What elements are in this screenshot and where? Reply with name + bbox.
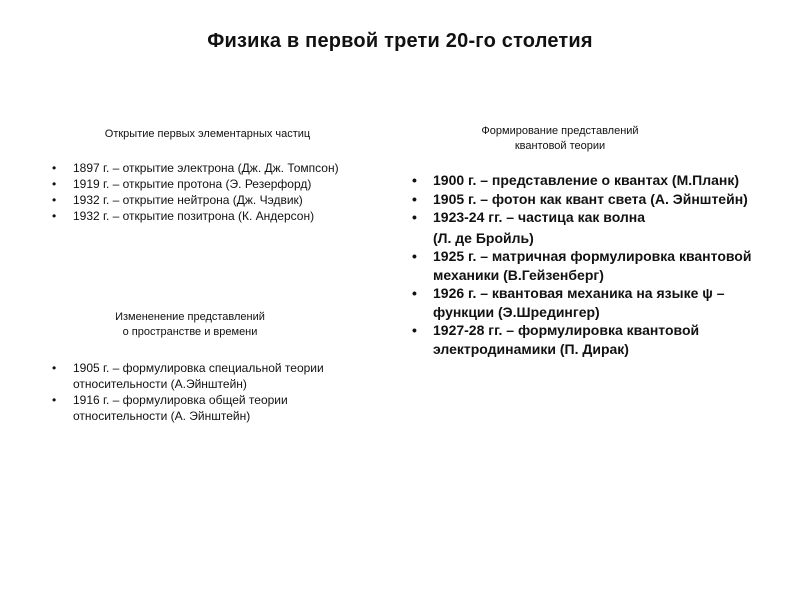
- list-item: • 1926 г. – квантовая механика на языке ψ – функции (Э.Шредингер): [412, 284, 752, 321]
- particles-list: [52, 160, 362, 224]
- list-item: • 1900 г. – представление о квантах (М.Планк): [412, 171, 752, 190]
- quantum-heading: Формирование представлений квантовой теории: [481, 125, 639, 152]
- list-item: • 1919 г. – открытие протона (Э. Резерфорд): [52, 176, 362, 192]
- list-item: • 1905 г. – фотон как квант света (А. Эйнштейн): [412, 190, 752, 209]
- list-item: • 1925 г. – матричная формулировка квантовой механики (В.Гейзенберг): [412, 247, 752, 284]
- list-item: • 1927-28 гг. – формулировка квантовой электродинамики (П. Дирак): [412, 321, 752, 358]
- slide-title: Физика в первой трети 20-го столетия: [207, 30, 593, 52]
- list-item: • 1916 г. – формулировка общей теории относительности (А. Эйнштейн): [52, 392, 352, 424]
- list-item: • 1897 г. – открытие электрона (Дж. Дж. Томпсон): [52, 160, 362, 176]
- list-item: • 1932 г. – открытие нейтрона (Дж. Чэдвик): [52, 192, 362, 208]
- list-item: • 1923-24 гг. – частица как волна: [412, 208, 752, 227]
- quantum-list: [412, 171, 752, 358]
- spacetime-heading: Измененение представлений о пространстве и времени: [115, 311, 265, 338]
- list-item: • 1905 г. – формулировка специальной теории относительности (А.Эйнштейн): [52, 360, 352, 392]
- spacetime-list: [52, 360, 352, 424]
- list-item: • 1932 г. – открытие позитрона (К. Андерсон): [52, 208, 362, 224]
- list-item-continuation: (Л. де Бройль): [433, 229, 534, 246]
- particles-heading: Открытие первых элементарных частиц: [104, 128, 311, 140]
